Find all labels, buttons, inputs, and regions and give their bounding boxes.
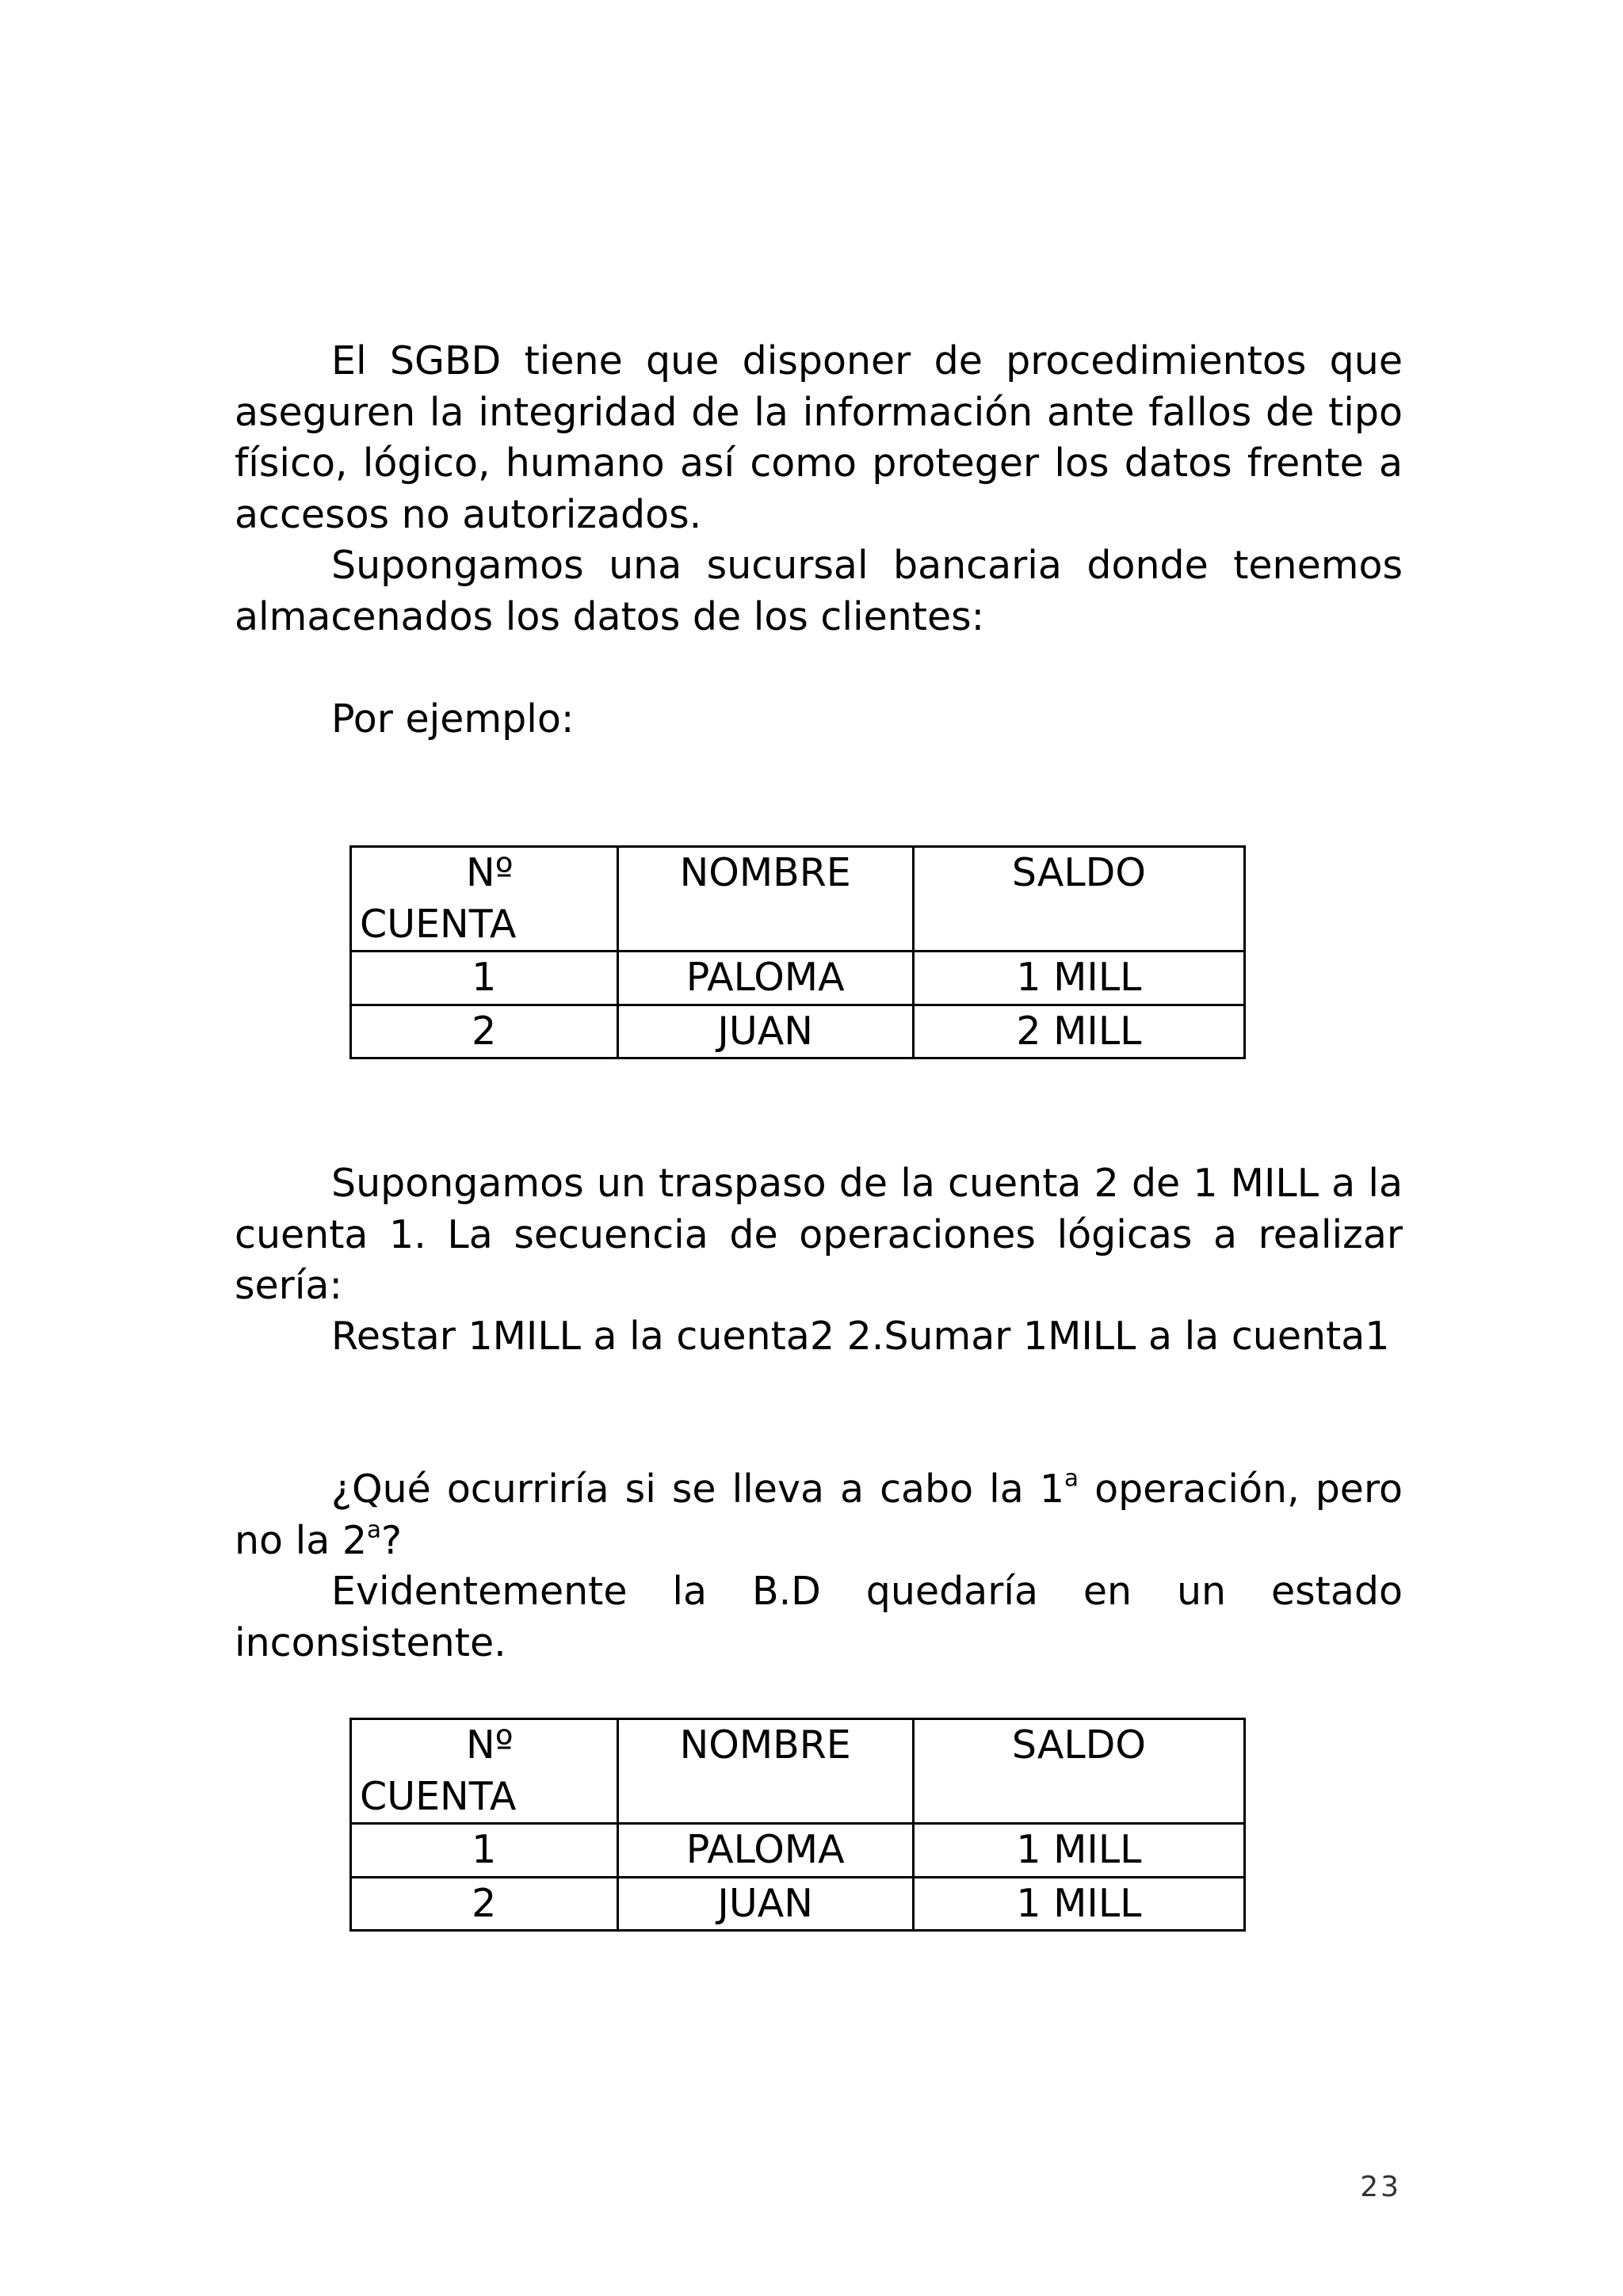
page-number: 23 [1360, 2171, 1401, 2203]
header-account-number-line1: Nº [466, 850, 514, 895]
header-cell-account-number [351, 1719, 618, 1824]
header-cell-name: NOMBRE [617, 1719, 913, 1824]
header-cell-account-number [351, 847, 618, 952]
ordinal-superscript-2: a [367, 1515, 382, 1543]
cell-account-number: 2 [351, 1877, 618, 1931]
cell-account-number: 1 [351, 1824, 618, 1878]
question-text-part2: operación, pero no la 2 [235, 1466, 1403, 1563]
table-row [351, 1005, 1245, 1058]
cell-balance: 2 MILL [913, 1005, 1244, 1058]
cell-name: PALOMA [617, 1824, 913, 1878]
paragraph-example-intro: Por ejemplo: [331, 696, 575, 742]
question-text-part3: ? [381, 1517, 403, 1563]
cell-name: PALOMA [617, 952, 913, 1005]
paragraph-operations: Restar 1MILL a la cuenta2 2.Sumar 1MILL a la cuenta1 [331, 1314, 1390, 1359]
header-cell-balance: SALDO [913, 1719, 1244, 1824]
paragraph-bank-branch: Supongamos una sucursal bancaria donde tenemos almacenados los datos de los clientes: [235, 543, 1403, 639]
table-row [351, 1824, 1245, 1878]
cell-balance: 1 MILL [913, 1877, 1244, 1931]
cell-name: JUAN [617, 1877, 913, 1931]
cell-balance: 1 MILL [913, 1824, 1244, 1878]
question-text-part1: ¿Qué ocurriría si se lleva a cabo la 1 [331, 1466, 1065, 1512]
header-cell-balance: SALDO [913, 847, 1244, 952]
cell-balance: 1 MILL [913, 952, 1244, 1005]
paragraph-inconsistent: Evidentemente la B.D quedaría en un estado inconsistente. [235, 1569, 1403, 1665]
ordinal-superscript-1: a [1064, 1464, 1079, 1492]
table-row [351, 952, 1245, 1005]
accounts-table-inconsistent [349, 1718, 1246, 1932]
cell-name: JUAN [617, 1005, 913, 1058]
header-account-number-line1: Nº [466, 1722, 514, 1768]
table-header-row [351, 1719, 1245, 1824]
paragraph-transfer: Supongamos un traspaso de la cuenta 2 de 1 MILL a la cuenta 1. La secuencia de operaciones lógicas a realizar sería: [235, 1161, 1403, 1308]
table-header-row [351, 847, 1245, 952]
paragraph-question [235, 1464, 1403, 1566]
accounts-table-initial [349, 845, 1246, 1059]
cell-account-number: 2 [351, 1005, 618, 1058]
header-cell-name: NOMBRE [617, 847, 913, 952]
paragraph-integrity: El SGBD tiene que disponer de procedimientos que aseguren la integridad de la información ante fallos de tipo físico, lógico, humano así como proteger los datos frente a accesos no autorizados. [235, 338, 1403, 537]
table-row [351, 1877, 1245, 1931]
header-account-number-line2: CUENTA [360, 1773, 517, 1819]
header-account-number-line2: CUENTA [360, 901, 517, 947]
cell-account-number: 1 [351, 952, 618, 1005]
